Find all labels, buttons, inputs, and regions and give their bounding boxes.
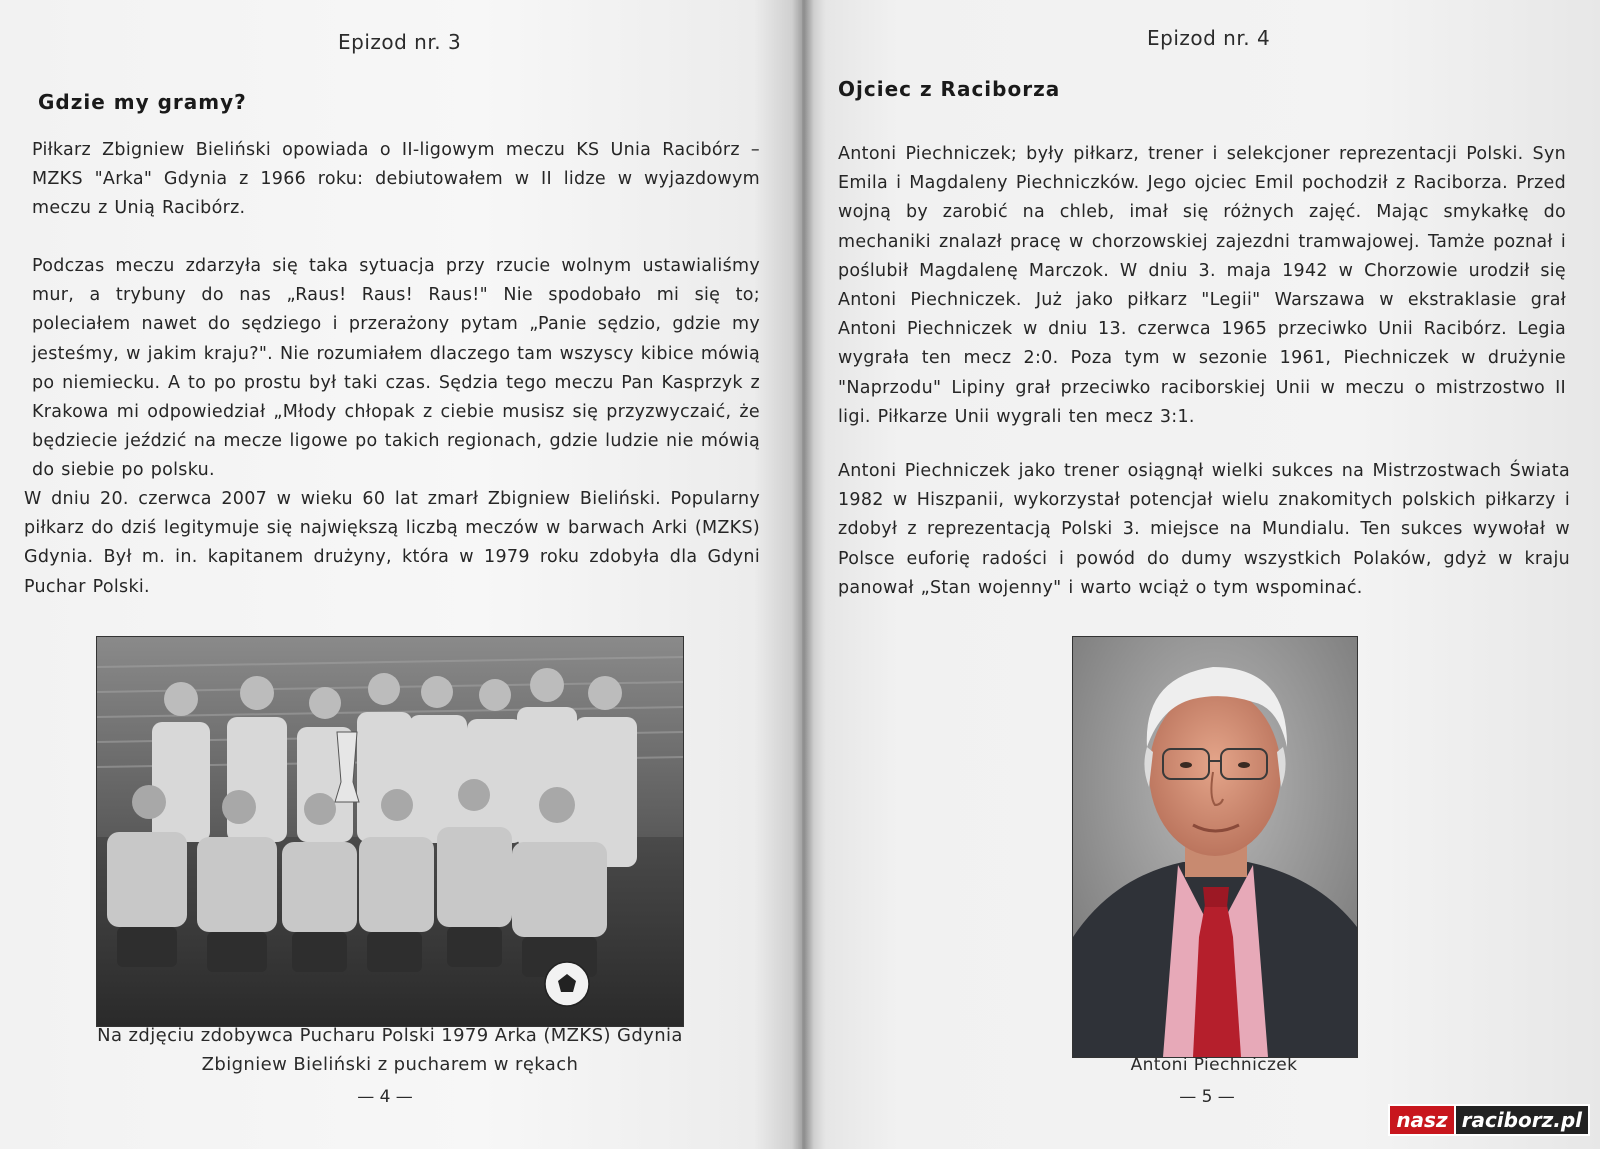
- paragraph: Podczas meczu zdarzyła się taka sytuacja przy rzucie wolnym ustawialiśmy mur, a trybuny do nas „Raus! Raus! Raus!" Nie spodobało mi się to; poleciałem nawet do sędziego i przerażony pytam „Panie sędzio, gdzie my jesteśmy, w jakim kraju?". Nie rozumiałem dlaczego tam wszyscy kibice mówią po niemiecku. A to po prostu był taki czas. Sędzia tego meczu Pan Kasprzyk z Krakowa mi odpowiedział „Młody chłopak z ciebie musisz się przyzwyczaić, że będziecie jeździć na mecze ligowe po takich regionach, gdzie ludzie nie mówią do siebie po polsku.: [32, 256, 760, 481]
- section-heading: Ojciec z Raciborza: [838, 77, 1061, 101]
- section-heading: Gdzie my gramy?: [38, 90, 247, 114]
- paragraph: Antoni Piechniczek; były piłkarz, trener i selekcjoner reprezentacji Polski. Syn Emila i Magdaleny Piechniczków. Jego ojciec Emil pochodził z Raciborza. Przed wojną by zarobić na chleb, imał się różnych zajęć. Mając smykałkę do mechaniki znalazł pracę w chorzowskiej zajezdni tramwajowej. Tamże poznał i poślubił Magdalenę Marczok. W dniu 3. maja 1942 w Chorzowie urodził się Antoni Piechniczek. Już jako piłkarz "Legii" Warszawa w ekstraklasie grał Antoni Piechniczek w dniu 13. czerwca 1965 przeciwko Unii Racibórz. Legia wygrała ten mecz 2:0. Poza tym w sezonie 1961, Piechniczek w drużynie "Naprzodu" Lipiny grał przeciwko raciborskiej Unii w meczu o mistrzostwo II ligi. Piłkarze Unii wygrali ten mecz 3:1.: [838, 144, 1566, 427]
- page-number: — 4 —: [357, 1087, 413, 1107]
- portrait-image: [1073, 637, 1357, 1057]
- episode-label: Epizod nr. 3: [338, 30, 462, 54]
- portrait-photo: [1072, 636, 1358, 1058]
- team-photo-image: [97, 637, 683, 1026]
- watermark-part-1: nasz: [1388, 1104, 1455, 1136]
- photo-caption-line-2: Zbigniew Bieliński z pucharem w rękach: [201, 1054, 579, 1075]
- right-page: [802, 0, 1600, 1149]
- paragraph: W dniu 20. czerwca 2007 w wieku 60 lat zmarł Zbigniew Bieliński. Popularny piłkarz do dziś legitymuje się największą liczbą meczów w barwach Arki (MZKS) Gdynia. Był m. in. kapitanem drużyny, która w 1979 roku zdobyła dla Gdyni Puchar Polski.: [24, 489, 760, 597]
- page-number: — 5 —: [1179, 1087, 1235, 1107]
- paragraph: Antoni Piechniczek jako trener osiągnął wielki sukces na Mistrzostwach Świata 1982 w Hiszpanii, wykorzystał potencjał wielu znakomitych polskich piłkarzy i zdobył z reprezentacją Polski 3. miejsce na Mundialu. Ten sukces wywołał w Polsce euforię radości i powód do dumy wszystkich Polaków, gdyż w kraju panował „Stan wojenny" i warto wciąż o tym wspominać.: [838, 461, 1570, 598]
- paragraph: Piłkarz Zbigniew Bieliński opowiada o II-ligowym meczu KS Unia Racibórz – MZKS "Arka" Gdynia z 1966 roku: debiutowałem w II lidze w wyjazdowym meczu z Unią Racibórz.: [32, 140, 760, 219]
- watermark-part-2: raciborz.pl: [1456, 1104, 1590, 1136]
- portrait-caption: Antoni Piechniczek: [1130, 1055, 1298, 1075]
- photo-caption-line-1: Na zdjęciu zdobywca Pucharu Polski 1979 Arka (MZKS) Gdynia: [97, 1025, 683, 1046]
- episode-label: Epizod nr. 4: [1147, 26, 1271, 50]
- team-photo: [96, 636, 684, 1027]
- site-watermark-logo: [1388, 1105, 1590, 1135]
